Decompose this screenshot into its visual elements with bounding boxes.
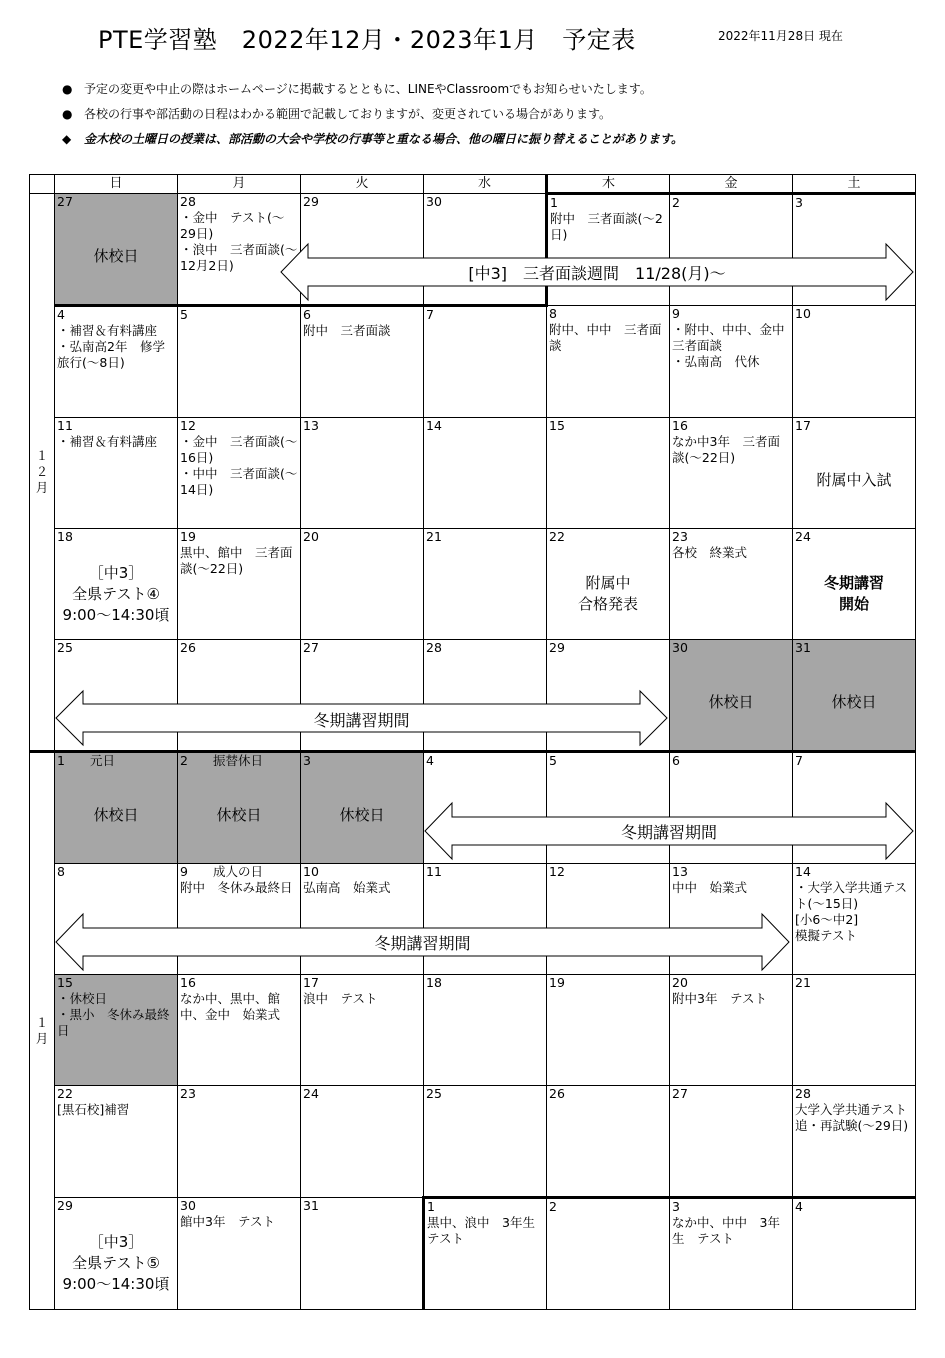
weekday-mon: 月 — [178, 175, 301, 194]
arrow-label: 冬期講習期間 — [313, 711, 410, 730]
day-number: 27 — [303, 640, 319, 655]
event-center-text: 冬期講習 開始 — [823, 574, 884, 613]
day-cell — [670, 418, 793, 529]
note-text: 各校の行事や部活動の日程はわかる範囲で記載しておりますが、変更されている場合があります。 — [84, 107, 612, 121]
as-of-date: 2022年11月28日 現在 — [718, 29, 843, 43]
day-number: 7 — [795, 753, 803, 768]
day-number: 30 — [180, 1198, 196, 1213]
day-number: 17 — [303, 975, 319, 990]
day-number: 4 — [57, 307, 65, 322]
day-number: 3 — [795, 195, 803, 210]
day-cell — [55, 752, 178, 864]
event-text: 黒中、館中 三者面談(～22日) — [180, 545, 293, 576]
day-cell — [670, 529, 793, 640]
day-number: 21 — [426, 529, 442, 544]
event-text: 中中 始業式 — [672, 880, 748, 895]
day-number: 26 — [180, 640, 196, 655]
day-number: 2 振替休日 — [180, 753, 263, 768]
day-cell — [793, 1198, 916, 1310]
day-number: 4 — [795, 1199, 803, 1214]
day-number: 12 — [180, 418, 196, 433]
day-number: 29 — [549, 640, 565, 655]
day-number: 21 — [795, 975, 811, 990]
weekday-tue: 火 — [301, 175, 424, 194]
day-cell — [547, 418, 670, 529]
event-text: ・附中、中中、金中 三者面談 ・弘南高 代休 — [672, 322, 785, 369]
day-cell — [547, 529, 670, 640]
day-number: 15 — [57, 975, 73, 990]
event-center-text: ［中3］ 全県テスト⑤ 9:00～14:30頃 — [62, 1233, 170, 1293]
day-number: 28 — [426, 640, 442, 655]
day-number: 28 — [795, 1086, 811, 1101]
event-text: 大学入学共通テスト追・再試験(～29日) — [795, 1102, 909, 1133]
day-number: 26 — [549, 1086, 565, 1101]
day-cell — [301, 1086, 424, 1198]
note-1 — [62, 80, 652, 97]
day-cell — [547, 1198, 670, 1310]
event-text: 附中 三者面談(～2日) — [550, 211, 663, 242]
day-number: 12 — [549, 864, 565, 879]
day-number: 19 — [180, 529, 196, 544]
event-center-text: 附属中入試 — [816, 471, 892, 489]
arrow-label: 冬期講習期間 — [620, 823, 717, 842]
event-text: なか中、黒中、館中、金中 始業式 — [180, 991, 281, 1022]
weekday-sat: 土 — [793, 175, 916, 194]
day-cell — [55, 1086, 178, 1198]
day-cell — [301, 529, 424, 640]
bullet-icon: ● — [62, 82, 73, 96]
event-text: ・大学入学共通テスト(～15日) [小6～中2] 模擬テスト — [795, 880, 908, 943]
week-row — [30, 975, 916, 1086]
week-row — [30, 1198, 916, 1310]
arrow-winter-jan2 — [55, 913, 790, 971]
day-number: 27 — [57, 194, 73, 209]
day-cell — [178, 752, 301, 864]
day-cell — [793, 1086, 916, 1198]
closed-day-label: 休校日 — [93, 806, 139, 824]
day-cell — [301, 306, 424, 418]
event-text: ・休校日 ・黒小 冬休み最終日 — [57, 991, 170, 1038]
day-number: 29 — [57, 1198, 73, 1213]
day-cell — [670, 306, 793, 418]
event-center-text: ［中3］ 全県テスト④ 9:00～14:30頃 — [62, 564, 170, 624]
event-text: ・補習＆有料講座 ・弘南高2年 修学旅行(～8日) — [57, 323, 165, 370]
day-cell — [301, 975, 424, 1086]
event-text: 附中、中中 三者面談 — [549, 322, 662, 353]
day-number: 8 — [57, 864, 65, 879]
day-cell — [547, 306, 670, 418]
day-number: 5 — [549, 753, 557, 768]
week-row — [30, 529, 916, 640]
day-number: 9 成人の日 — [180, 864, 263, 879]
event-text: 附中3年 テスト — [672, 991, 767, 1006]
day-number: 16 — [180, 975, 196, 990]
day-cell — [55, 529, 178, 640]
day-number: 3 — [303, 753, 311, 768]
day-number: 18 — [426, 975, 442, 990]
week-row — [30, 306, 916, 418]
day-cell — [55, 418, 178, 529]
note-text: 予定の変更や中止の際はホームページに掲載するとともに、LINEやClassroomでもお知らせいたします。 — [84, 82, 652, 96]
day-cell — [670, 1086, 793, 1198]
arrow-winter-jan1 — [424, 802, 914, 860]
day-cell — [55, 975, 178, 1086]
day-cell — [424, 418, 547, 529]
day-number: 16 — [672, 418, 688, 433]
closed-day-label: 休校日 — [93, 247, 139, 265]
event-text: [黒石校]補習 — [57, 1102, 130, 1117]
event-text: 館中3年 テスト — [180, 1214, 275, 1229]
month-header-blank — [30, 175, 55, 194]
day-cell — [178, 306, 301, 418]
day-number: 4 — [426, 753, 434, 768]
day-cell — [547, 975, 670, 1086]
day-cell — [178, 1198, 301, 1310]
week-row — [30, 418, 916, 529]
closed-day-label: 休校日 — [831, 693, 877, 711]
day-cell — [178, 418, 301, 529]
day-cell — [424, 306, 547, 418]
day-number: 24 — [303, 1086, 319, 1101]
day-number: 31 — [795, 640, 811, 655]
weekday-thu: 木 — [547, 175, 670, 194]
day-number: 13 — [303, 418, 319, 433]
event-text: なか中3年 三者面談(～22日) — [672, 434, 780, 465]
day-number: 23 — [180, 1086, 196, 1101]
day-cell — [301, 418, 424, 529]
arrow-label: [中3] 三者面談週間 11/28(月)～ — [468, 264, 726, 283]
day-number: 3 — [672, 1199, 680, 1214]
event-text: 弘南高 始業式 — [303, 880, 391, 895]
day-cell — [670, 640, 793, 752]
diamond-icon: ◆ — [62, 132, 72, 146]
day-cell — [178, 975, 301, 1086]
day-number: 14 — [426, 418, 442, 433]
day-cell — [55, 1198, 178, 1310]
bullet-icon: ● — [62, 107, 73, 121]
day-number: 14 — [795, 864, 811, 879]
arrow-mensetsu-week — [280, 243, 914, 301]
event-text: 附中 冬休み最終日 — [180, 880, 293, 895]
day-number: 29 — [303, 194, 319, 209]
day-number: 2 — [672, 195, 680, 210]
day-cell — [178, 529, 301, 640]
day-number: 25 — [57, 640, 73, 655]
day-cell — [424, 1198, 547, 1310]
weekday-header — [30, 175, 916, 194]
weekday-fri: 金 — [670, 175, 793, 194]
day-number: 2 — [549, 1199, 557, 1214]
day-number: 22 — [57, 1086, 73, 1101]
day-number: 15 — [549, 418, 565, 433]
day-number: 30 — [672, 640, 688, 655]
day-number: 9 — [672, 306, 680, 321]
day-number: 10 — [795, 306, 811, 321]
closed-day-label: 休校日 — [708, 693, 754, 711]
day-number: 8 — [549, 306, 557, 321]
day-number: 10 — [303, 864, 319, 879]
day-cell — [670, 1198, 793, 1310]
day-number: 13 — [672, 864, 688, 879]
day-cell — [793, 529, 916, 640]
note-text: 金木校の土曜日の授業は、部活動の大会や学校の行事等と重なる場合、他の曜日に振り替えることがあります。 — [84, 132, 684, 146]
day-cell — [178, 1086, 301, 1198]
day-number: 22 — [549, 529, 565, 544]
day-cell — [301, 752, 424, 864]
weekday-wed: 水 — [424, 175, 547, 194]
event-text: ・金中 テスト(～29日) ・浪中 三者面談(～12月2日) — [180, 210, 298, 273]
day-cell — [793, 640, 916, 752]
event-text: 黒中、浪中 3年生テスト — [427, 1215, 535, 1246]
day-number: 31 — [303, 1198, 319, 1213]
day-number: 23 — [672, 529, 688, 544]
event-text: 附中 三者面談 — [303, 323, 391, 338]
event-text: 浪中 テスト — [303, 991, 378, 1006]
day-number: 11 — [57, 418, 73, 433]
day-cell — [424, 529, 547, 640]
event-text: ・補習＆有料講座 — [57, 434, 158, 449]
day-number: 27 — [672, 1086, 688, 1101]
day-cell — [793, 306, 916, 418]
day-cell — [793, 418, 916, 529]
day-cell — [424, 975, 547, 1086]
day-cell — [55, 194, 178, 306]
weekday-sun: 日 — [55, 175, 178, 194]
event-text: ・金中 三者面談(～16日) ・中中 三者面談(～14日) — [180, 434, 298, 497]
day-cell — [55, 306, 178, 418]
day-number: 20 — [303, 529, 319, 544]
day-cell — [793, 864, 916, 975]
day-number: 1 元日 — [57, 753, 115, 768]
month-label-january: １ 月 — [30, 752, 55, 1310]
day-number: 1 — [427, 1199, 435, 1214]
day-number: 20 — [672, 975, 688, 990]
day-number: 5 — [180, 307, 188, 322]
day-number: 1 — [550, 195, 558, 210]
day-number: 6 — [303, 307, 311, 322]
day-cell — [670, 975, 793, 1086]
month-label-december: １ ２ 月 — [30, 194, 55, 752]
day-number: 7 — [426, 307, 434, 322]
day-cell — [424, 1086, 547, 1198]
day-number: 6 — [672, 753, 680, 768]
page-title: PTE学習塾 2022年12月・2023年1月 予定表 — [98, 26, 636, 54]
day-cell — [301, 1198, 424, 1310]
closed-day-label: 休校日 — [216, 806, 262, 824]
day-number: 30 — [426, 194, 442, 209]
event-text: なか中、中中 3年生 テスト — [672, 1215, 780, 1246]
closed-day-label: 休校日 — [339, 806, 385, 824]
day-cell — [793, 975, 916, 1086]
event-center-text: 附属中 合格発表 — [577, 574, 638, 613]
arrow-winter-dec — [55, 690, 668, 746]
day-cell — [547, 1086, 670, 1198]
day-number: 28 — [180, 194, 196, 209]
note-2 — [62, 105, 611, 122]
note-3 — [62, 130, 683, 147]
day-number: 24 — [795, 529, 811, 544]
arrow-label: 冬期講習期間 — [374, 934, 471, 953]
day-number: 17 — [795, 418, 811, 433]
event-text: 各校 終業式 — [672, 545, 748, 560]
day-number: 25 — [426, 1086, 442, 1101]
day-number: 18 — [57, 529, 73, 544]
week-row — [30, 1086, 916, 1198]
day-number: 19 — [549, 975, 565, 990]
day-number: 11 — [426, 864, 442, 879]
